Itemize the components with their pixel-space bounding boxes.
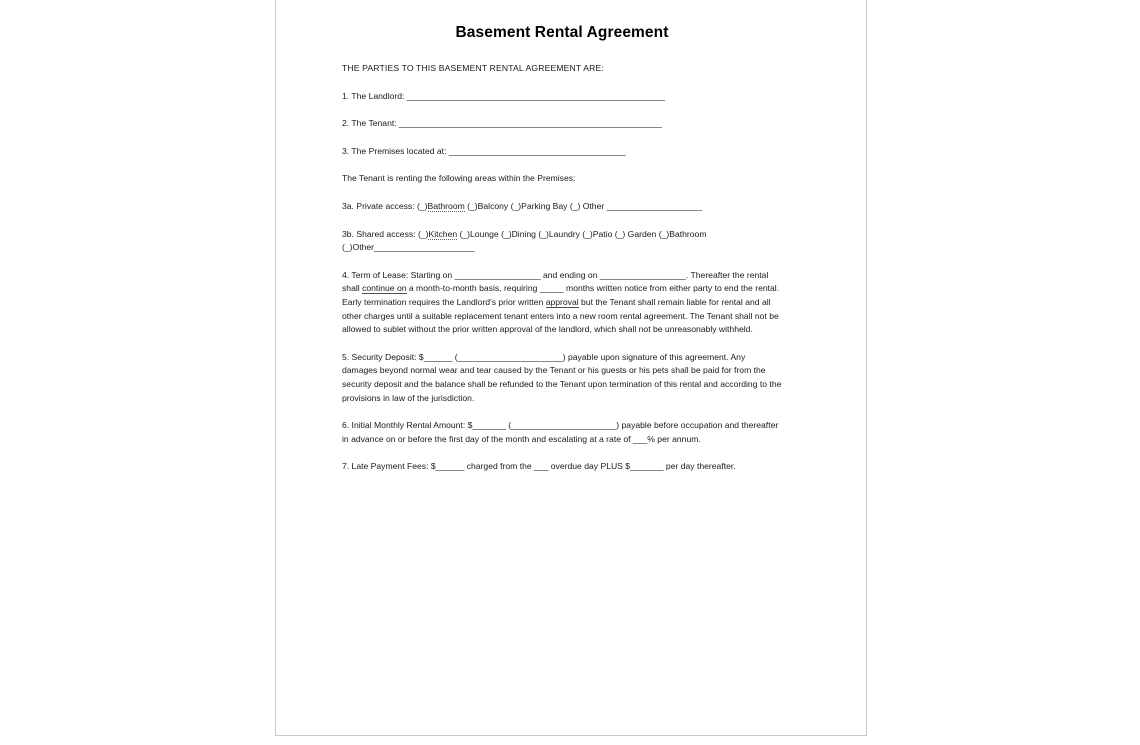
clause-renting-areas: The Tenant is renting the following areas within the Premises:	[342, 173, 576, 184]
term-part-2: a month-to-month basis, requiring _____ months written notice from either party to end the rental. Early termination requires the Landlord's prior written	[342, 283, 780, 307]
shared-access-suffix: (_)Lounge (_)Dining (_)Laundry (_)Patio (_) Garden (_)Bathroom (_)Other_____________________	[342, 228, 707, 253]
term-part-3: but the Tenant shall remain liable for rental and all other charges until a suitable replacement tenant enters into a new room rental agreement. The Tenant shall not be allowed to sublet without the prior written approval of the landlord, which shall not be unreasonably withheld.	[342, 296, 779, 335]
misspelled-word-bathroom: Bathroom	[427, 200, 465, 211]
misspelled-word-kitchen: Kitchen	[428, 228, 458, 239]
private-access-suffix: (_)Balcony (_)Parking Bay (_) Other ____________________	[464, 200, 703, 211]
page-title: Basement Rental Agreement	[455, 24, 669, 41]
clause-late-fees: 7. Late Payment Fees: $______ charged from the ___ overdue day PLUS $_______ per day thereafter.	[342, 461, 736, 472]
document-body	[342, 24, 782, 488]
clause-landlord: 1. The Landlord: ______________________________________________________	[342, 90, 665, 101]
grammar-flag-continue-on: continue on	[362, 283, 407, 294]
private-access-prefix: 3a. Private access: (_)	[342, 200, 428, 211]
document-page	[275, 0, 867, 736]
clause-premises: 3. The Premises located at: _____________________________________	[342, 145, 626, 156]
clause-shared-access	[342, 228, 782, 255]
clause-monthly-rental: 6. Initial Monthly Rental Amount: $_______ (______________________) payable before occupation and thereafter in advance on or before the first day of the month and escalating at a rate of ___% per annum.	[342, 420, 779, 444]
clause-security-deposit: 5. Security Deposit: $______ (______________________) payable upon signature of this agreement. Any damages beyond normal wear and tear caused by the Tenant or his guests or his pets shall be paid for from the security deposit and the balance shall be refunded to the Tenant upon termination of this rental and according to the provisions in law of the jurisdiction.	[342, 351, 782, 403]
intro-line: THE PARTIES TO THIS BASEMENT RENTAL AGREEMENT ARE:	[342, 63, 604, 73]
shared-access-prefix: 3b. Shared access: (_)	[342, 228, 429, 239]
term-part-1: 4. Term of Lease: Starting on __________________ and ending on __________________. Thereafter the rental shall	[342, 269, 769, 294]
clause-term-of-lease	[342, 269, 782, 337]
grammar-flag-approval: approval	[545, 296, 579, 307]
clause-private-access	[342, 200, 782, 214]
clause-tenant: 2. The Tenant: _______________________________________________________	[342, 118, 662, 129]
